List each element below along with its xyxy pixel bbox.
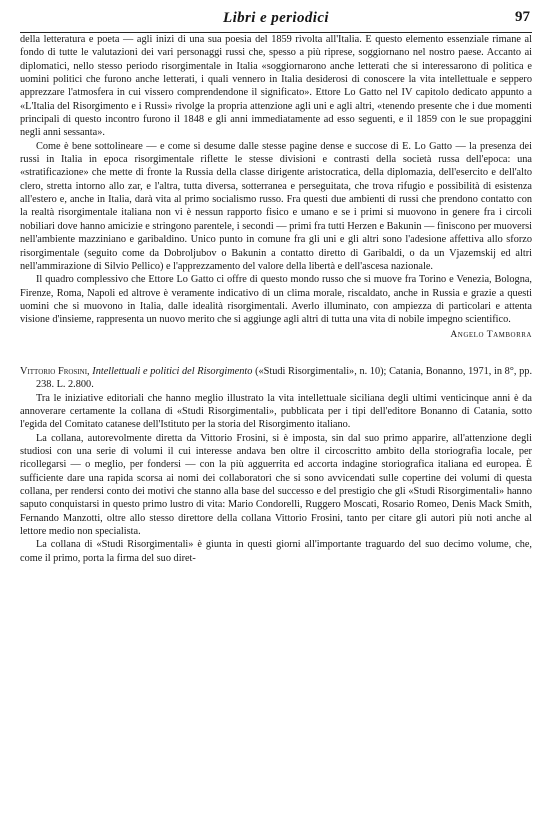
paragraph: La collana, autorevolmente diretta da Vittorio Frosini, si è imposta, sin dal suo primo apparire, all'attenzione degli studiosi con una serie di volumi il cui interesse andava ben oltre il circoscritto ambito della storiografia locale, per ricollegarsi — o meglio, per fondersi — con la più agguerrita ed accorta indagine storiografica italiana ed europea. È sufficiente dare una rapida scorsa ai nomi dei collaboratori che si sono avvicendati sulle copertine dei volumi di questa collana, per rendersi conto dei motivi che stanno alla base del successo e del prestigio che gli «Studi Risorgimentali» hanno saputo conquistarsi in questo primo lustro di vita: Mario Condorelli, Ruggero Moscati, Rosario Romeo, Denis Mack Smith, Fernando Manzotti, oltre allo stesso direttore della collana Vittorio Frosini, tanto per citare gli autori più noti anche al lettore medio non specialista.: [20, 432, 532, 538]
paragraph: Il quadro complessivo che Ettore Lo Gatto ci offre di questo mondo russo che si muove fra Torino e Venezia, Bologna, Firenze, Roma, Napoli ed altrove è veramente indicativo di un clima morale, riscaldato, anche in Russia e grazie a questi uomini che si muovono in Italia, dalle idealità risorgimentali. Averlo illuminato, con ampiezza di particolari e attenta visione d'insieme, rappresenta un nuovo merito che si aggiunge agli altri di tutta una vita di nobile impegno scientifico.: [20, 274, 532, 326]
review-citation: («Studi Risorgimentali», n. 10); Catania, Bonanno, 1971, in 8°, pp. 238. L. 2.800.: [36, 365, 532, 391]
review-heading: [20, 365, 532, 392]
review-book-title: Intellettuali e politici del Risorgimento: [92, 365, 253, 377]
paragraph: La collana di «Studi Risorgimentali» è giunta in questi giorni all'importante traguardo del suo decimo volume, che, come il primo, porta la firma del suo diret-: [20, 539, 532, 564]
book-page: [20, 6, 532, 826]
paragraph: Come è bene sottolineare — e come si desume dalle stesse pagine dense e succose di E. Lo Gatto — la presenza dei russi in Italia in epoca risorgimentale riflette le stesse divisioni e contrasti della società russa dell'epoca: una «stratificazione» che mette di fronte la Russia della classe dirigente aristocratica, della diplomazia, dell'esercito e dell'alto clero, stretta intorno allo zar, e l'altra, tutta diversa, sotterranea e perseguitata, che trova rifugio e possibilità di esistenza all'estero e, anche in Italia, darà vita al primo socialismo russo. Fra questi due ambienti di russi che prendono contatto con la realtà risorgimentale italiana non vi è nessun rapporto fisico e umano e se i primi si muovono in genere fra i circoli nobiliari dove hanno amicizie e stringono parentele, i secondi — primi fra tutti Herzen e Bakunin — finiscono per muoversi nell'ambiente mazziniano e garibaldino. Unico punto in comune fra gli uni e gli altri sono l'adesione affettiva allo sforzo risorgimentale (seguito come da Dobroljubov o Bakunin a contatto diretto di Garibaldi, o da un Vjazemskij ed altri nell'ammirazione di Silvio Pellico) e l'apprezzamento del valore della libertà e dell'ascesa nazionale.: [20, 140, 532, 272]
paragraph: Tra le iniziative editoriali che hanno meglio illustrato la vita intellettuale siciliana degli ultimi venticinque anni è da annoverare certamente la collana di «Studi Risorgimentali», pubblicata per i tipi dell'editore Bonanno di Catania, sotto l'egida del Comitato catanese dell'Istituto per la storia del Risorgimento italiano.: [20, 392, 532, 431]
article-text: [20, 33, 532, 565]
review-author: Vittorio Frosini,: [20, 365, 90, 377]
paragraph: della letteratura e poeta — agli inizi di una sua poesia del 1859 rivolta all'Italia. E questo elemento essenziale rimane al fondo di tutte le valutazioni dei vari personaggi russi che, spesso a più riprese, soggiornano nel nostro paese. Accanto ai diplomatici, nello stesso periodo risorgimentale in Italia «soggiornarono anche letterati che si interessarono di politica e uomini politici che furono anche letterati, i quali vennero in Italia desiderosi di conoscere la vita intellettuale e seppero apprezzare l'atmosfera in cui vissero comprendendone il significato». Ettore Lo Gatto nel IV capitolo dedicato appunto a «L'Italia del Risorgimento e i Russi» rivolge la propria attenzione agli uni e agli altri, «tenendo presente che i due momenti principali di questo incontro furono il 1848 e gli anni immediatamente ad esso seguenti, e il 1859 con le sue propaggini negli anni sessanta».: [20, 34, 532, 139]
page-number: 97: [515, 9, 530, 25]
running-head: Libri e periodici: [223, 10, 329, 26]
page-header: [20, 6, 532, 33]
section-gap: [20, 341, 532, 365]
reviewer-signature: Angelo Tamborra: [450, 328, 532, 340]
